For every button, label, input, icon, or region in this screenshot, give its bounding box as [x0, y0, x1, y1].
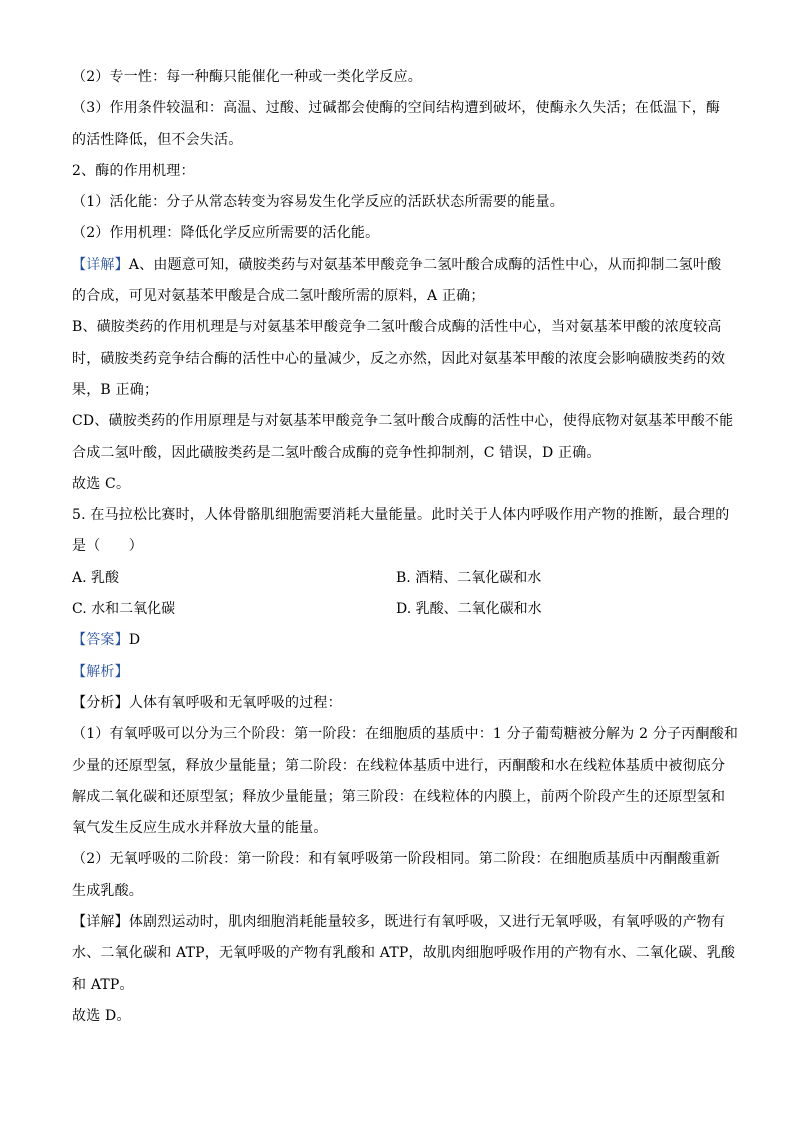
detail-heading-line — [72, 250, 724, 281]
analysis-heading-line — [72, 688, 724, 719]
text-line: （2）无氧呼吸的二阶段：第一阶段：和有氧呼吸第一阶段相同。第二阶段：在细胞质基质中丙酮酸重新 — [72, 851, 721, 868]
answer-line — [72, 625, 724, 656]
option-a: A. 乳酸 — [72, 569, 120, 586]
text-line: 时，磺胺类药竞争结合酶的活性中心的量减少，反之亦然，因此对氨基苯甲酸的浓度会影响磺胺类药的效 — [72, 350, 726, 367]
text-line: CD、磺胺类药的作用原理是与对氨基苯甲酸竞争二氢叶酸合成酶的活性中心，使得底物对氨基苯甲酸不能 — [72, 413, 734, 430]
analysis-line — [72, 657, 724, 688]
answer-tag: 【答案】 — [72, 632, 129, 649]
question-stem: 是（ ） — [72, 538, 143, 555]
text-line: 水、二氧化碳和 ATP，无氧呼吸的产物有乳酸和 ATP，故肌肉细胞呼吸作用的产物有水、二氧化碳、乳酸 — [72, 945, 736, 962]
options-row — [72, 594, 724, 625]
detail-heading-line — [72, 907, 724, 938]
answer-value: D — [128, 632, 141, 649]
option-c: C. 水和二氧化碳 — [72, 601, 176, 618]
document-body — [72, 62, 739, 1032]
analysis-tag: 【解析】 — [72, 663, 129, 680]
text-line: 果，B 正确； — [72, 381, 159, 398]
text-line: 的合成，可见对氨基苯甲酸是合成二氢叶酸所需的原料，A 正确； — [72, 288, 485, 305]
text-line: （3）作用条件较温和：高温、过酸、过碱都会使酶的空间结构遭到破坏，使酶永久失活；在低温下，酶 — [72, 100, 721, 117]
options-row — [72, 563, 724, 594]
detail-tag: 【详解】 — [72, 914, 129, 931]
text-line: 解成二氧化碳和还原型氢；释放少量能量；第三阶段：在线粒体的内膜上，前两个阶段产生的还原型氢和 — [72, 788, 726, 805]
detail-text: 体剧烈运动时，肌肉细胞消耗能量较多，既进行有氧呼吸，又进行无氧呼吸，有氧呼吸的产物有 — [128, 914, 726, 931]
text-line: 2、酶的作用机理： — [72, 162, 195, 179]
text-line: （2）专一性：每一种酶只能催化一种或一类化学反应。 — [72, 69, 422, 85]
text-line: 少量的还原型氢，释放少量能量；第二阶段：在线粒体基质中进行，丙酮酸和水在线粒体基质中被彻底分 — [72, 757, 726, 774]
option-d: D. 乳酸、二氧化碳和水 — [396, 601, 542, 618]
text-line: （1）活化能：分子从常态转变为容易发生化学反应的活跃状态所需要的能量。 — [72, 194, 564, 211]
text-line: 故选 C。 — [72, 475, 131, 492]
text-line: 的活性降低，但不会失活。 — [72, 131, 243, 148]
detail-tag: 【详解】 — [72, 256, 129, 273]
question-stem: 5. 在马拉松比赛时，人体骨骼肌细胞需要消耗大量能量。此时关于人体内呼吸作用产物的推断，最合理的 — [72, 507, 730, 524]
analysis-text: 人体有氧呼吸和无氧呼吸的过程： — [128, 694, 342, 711]
text-line: （2）作用机理：降低化学反应所需要的活化能。 — [72, 225, 380, 242]
text-line: 合成二氢叶酸，因此磺胺类药是二氢叶酸合成酶的竞争性抑制剂，C 错误，D 正确。 — [72, 444, 601, 461]
text-line: 和 ATP。 — [72, 976, 134, 993]
option-b: B. 酒精、二氧化碳和水 — [396, 569, 542, 586]
text-line: （1）有氧呼吸可以分为三个阶段：第一阶段：在细胞质的基质中：1 分子葡萄糖被分解为 2 分子丙酮酸和 — [72, 726, 739, 743]
analysis-sub-tag: 【分析】 — [72, 694, 129, 711]
detail-text: A、由题意可知，磺胺类药与对氨基苯甲酸竞争二氢叶酸合成酶的活性中心，从而抑制二氢叶酸 — [128, 256, 722, 273]
text-line: 氧气发生反应生成水并释放大量的能量。 — [72, 820, 328, 837]
text-line: 生成乳酸。 — [72, 882, 143, 899]
text-line: B、磺胺类药的作用机理是与对氨基苯甲酸竞争二氢叶酸合成酶的活性中心，当对氨基苯甲酸的浓度较高 — [72, 319, 722, 336]
text-line: 故选 D。 — [72, 1007, 131, 1024]
